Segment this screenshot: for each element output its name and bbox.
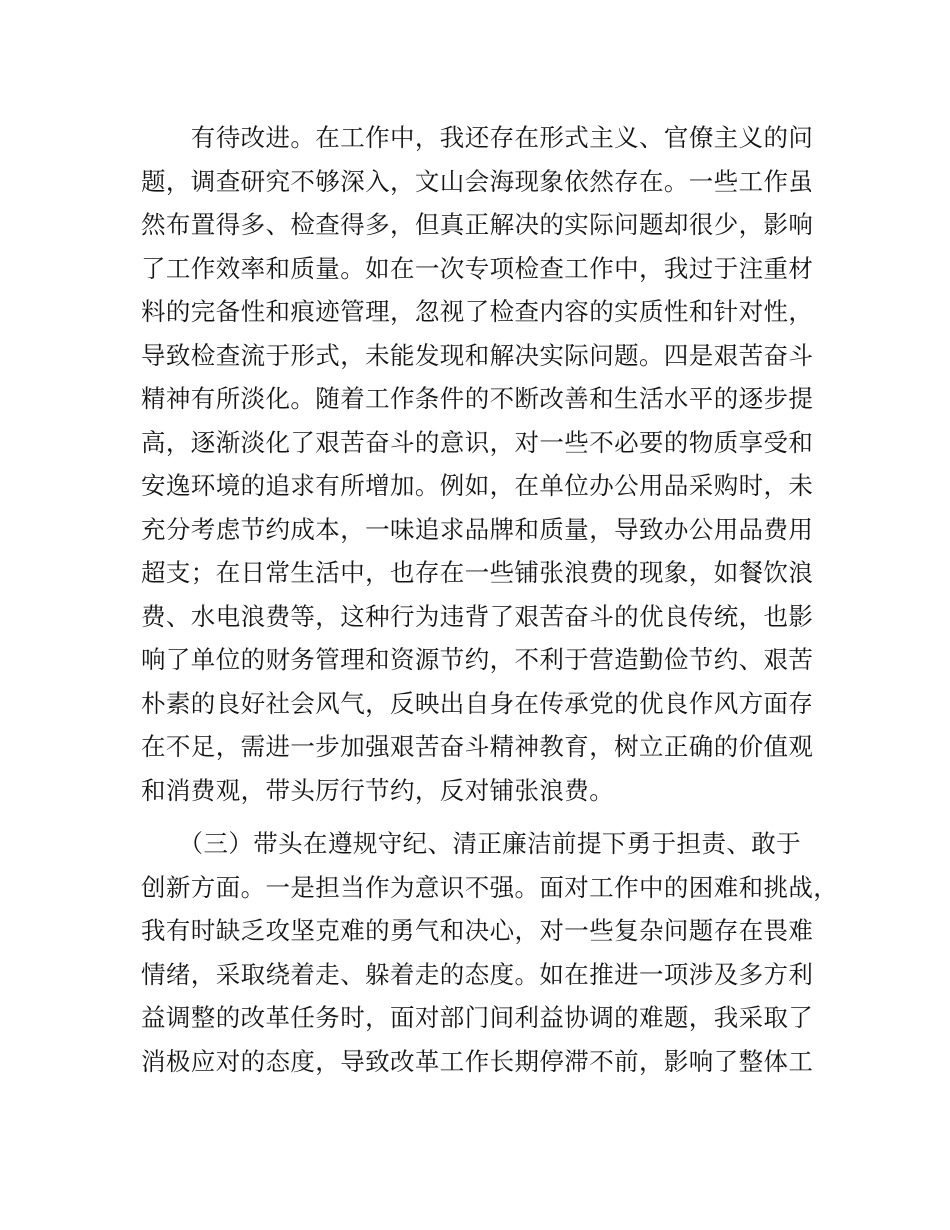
text-line: 朴素的良好社会风气，反映出自身在传承党的优良作风方面存 [141, 688, 814, 718]
text-line: 在不足，需进一步加强艰苦奋斗精神教育，树立正确的价值观 [141, 732, 814, 761]
text-line: 我有时缺乏攻坚克难的勇气和决心，对一些复杂问题存在畏难 [141, 916, 814, 945]
text-line: 创新方面。一是担当作为意识不强。面对工作中的困难和挑战， [141, 872, 839, 902]
paragraph [141, 822, 839, 1083]
document-body [141, 116, 839, 1083]
text-line: 精神有所淡化。随着工作条件的不断改善和生活水平的逐步提 [141, 384, 814, 413]
text-line: 消极应对的态度，导致改革工作长期停滞不前，影响了整体工 [141, 1046, 814, 1076]
text-line: 费、水电浪费等，这种行为违背了艰苦奋斗的优良传统，也影 [141, 601, 814, 631]
text-line: 有待改进。在工作中，我还存在形式主义、官僚主义的问 [141, 123, 814, 152]
text-line: 安逸环境的追求有所增加。例如，在单位办公用品采购时，未 [141, 471, 814, 500]
text-line: 超支；在日常生活中，也存在一些铺张浪费的现象，如餐饮浪 [141, 558, 814, 587]
paragraph [141, 116, 821, 812]
text-line: 然布置得多、检查得多，但真正解决的实际问题却很少，影响 [141, 210, 814, 239]
text-line: 导致检查流于形式，未能发现和解决实际问题。四是艰苦奋斗 [141, 340, 814, 370]
text-line: 高，逐渐淡化了艰苦奋斗的意识，对一些不必要的物质享受和 [141, 427, 814, 457]
text-line: 充分考虑节约成本，一味追求品牌和质量，导致办公用品费用 [141, 514, 814, 544]
text-line: 益调整的改革任务时，面对部门间利益协调的难题，我采取了 [141, 1003, 814, 1032]
text-line: 料的完备性和痕迹管理，忽视了检查内容的实质性和针对性， [141, 297, 814, 326]
text-line: 和消费观，带头厉行节约，反对铺张浪费。 [141, 775, 615, 805]
text-line: 了工作效率和质量。如在一次专项检查工作中，我过于注重材 [141, 253, 814, 283]
text-line: 响了单位的财务管理和资源节约，不利于营造勤俭节约、艰苦 [141, 645, 814, 674]
text-line: 情绪，采取绕着走、躲着走的态度。如在推进一项涉及多方利 [141, 959, 814, 989]
text-line: 题，调查研究不够深入，文山会海现象依然存在。一些工作虽 [141, 166, 814, 196]
paragraph-spacing [141, 812, 821, 822]
text-line: （三）带头在遵规守纪、清正廉洁前提下勇于担责、敢于 [141, 829, 802, 858]
